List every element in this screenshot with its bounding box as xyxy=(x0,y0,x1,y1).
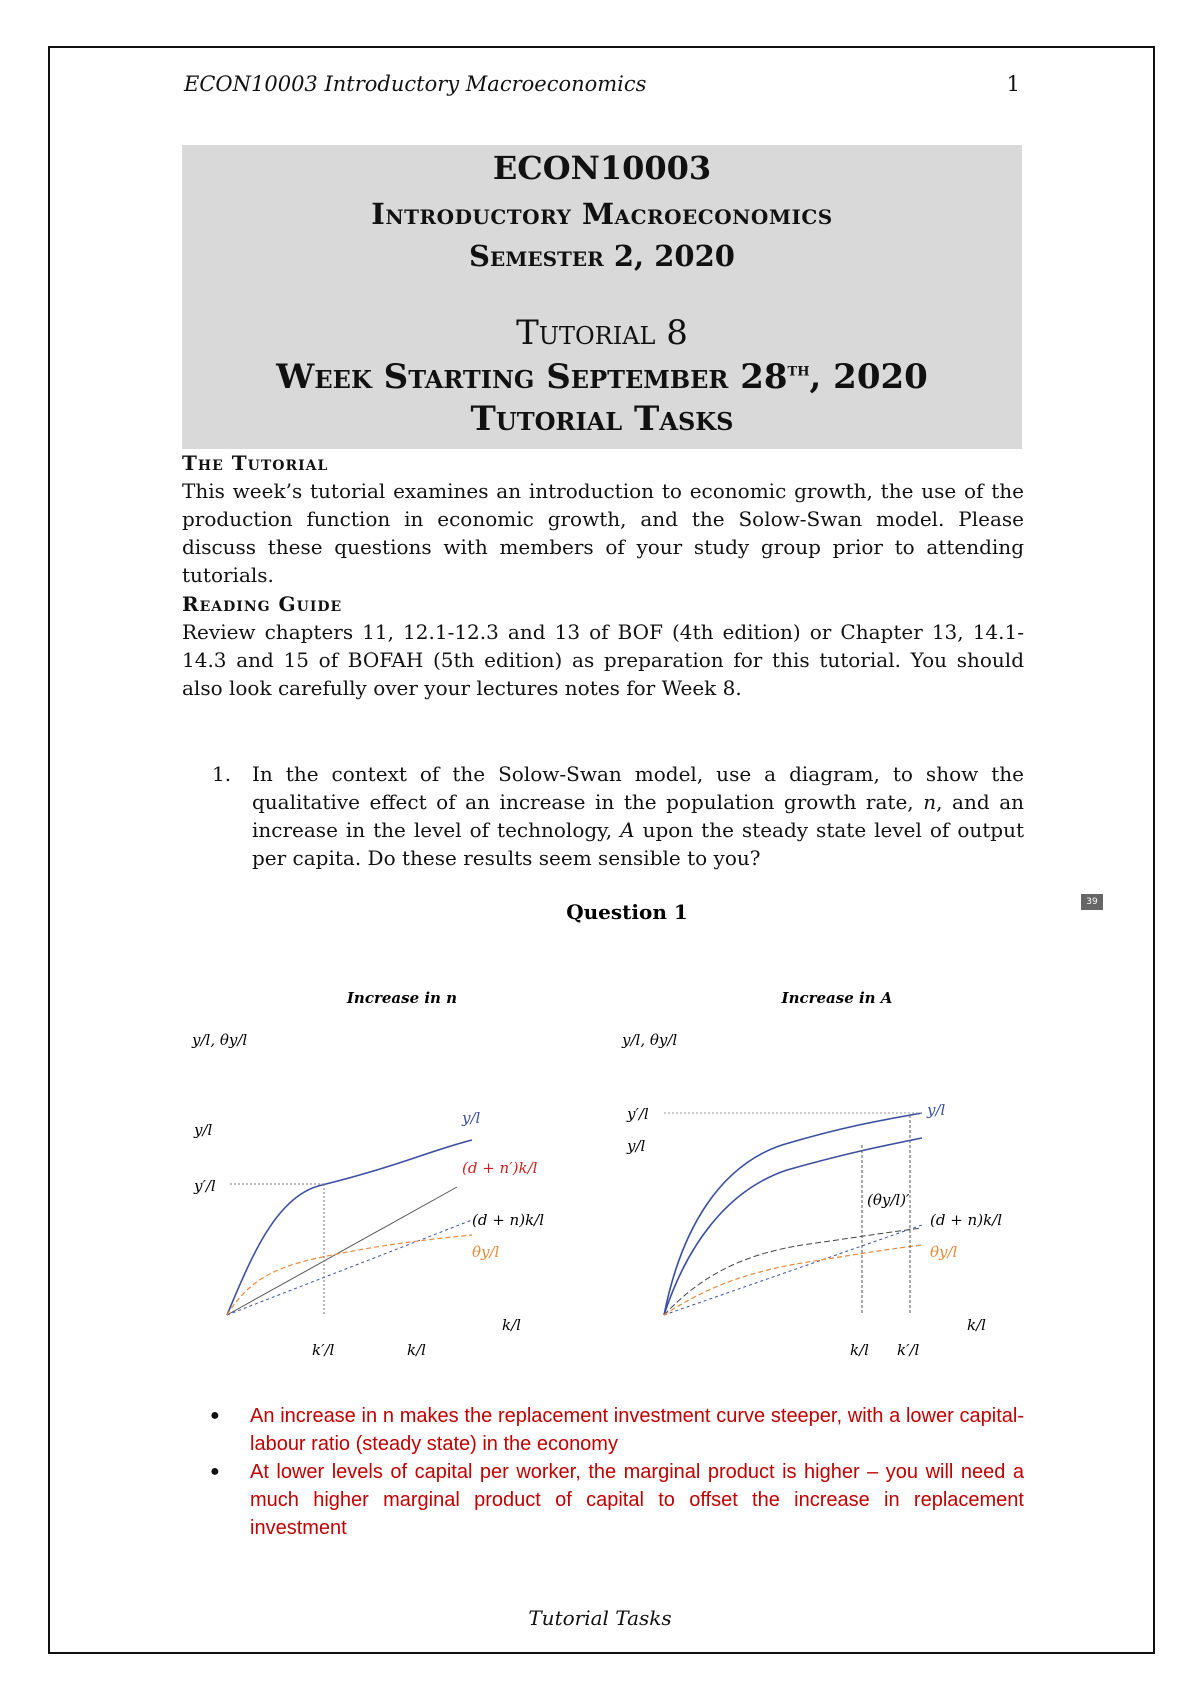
header-course: ECON10003 Introductory Macroeconomics xyxy=(184,72,647,96)
right-label-y: y/l xyxy=(627,1137,646,1155)
tutorial-tasks-title: Tutorial Tasks xyxy=(470,399,734,439)
panel-right-title: Increase in A xyxy=(781,989,893,1007)
left-label-yprime: y′/l xyxy=(194,1177,216,1195)
list-item xyxy=(210,1458,1024,1542)
left-yaxis-label: y/l, θy/l xyxy=(192,1031,248,1049)
right-yaxis-label: y/l, θy/l xyxy=(622,1031,678,1049)
section-heading: Reading Guide xyxy=(182,592,343,616)
question-text: In the context of the Solow-Swan model, use a diagram, to show the qualitative effect of an increase in the population growth rate, n, and an increase in the level of technology, A upon the steady state level of output per capita. Do these results seem sensible to you? xyxy=(252,762,1025,870)
question-1 xyxy=(212,760,1024,872)
panel-left-title: Increase in n xyxy=(346,989,458,1007)
right-label-kaxis: k/l xyxy=(967,1316,986,1334)
left-label-dn: (d + n)k/l xyxy=(472,1211,545,1229)
list-item xyxy=(210,1402,1024,1458)
right-label-k: k/l xyxy=(850,1341,869,1359)
figure-title: Question 1 xyxy=(566,900,688,924)
right-replacement-line xyxy=(664,1225,922,1315)
left-label-curve: y/l xyxy=(462,1109,481,1127)
tutorial-section xyxy=(182,449,1024,589)
left-label-dnprime: (d + n′)k/l xyxy=(462,1159,538,1177)
section-heading: The Tutorial xyxy=(182,451,329,475)
right-output-new-curve xyxy=(664,1113,922,1315)
question-number: 1. xyxy=(212,762,232,786)
left-label-kprime: k′/l xyxy=(312,1341,335,1359)
tutorial-number: Tutorial 8 xyxy=(516,313,688,353)
page-badge: 39 xyxy=(1081,894,1103,910)
bullet-icon: ● xyxy=(210,1463,220,1480)
answer-list xyxy=(210,1402,1024,1542)
right-label-curve: y/l xyxy=(927,1101,946,1119)
right-output-curve xyxy=(664,1138,922,1315)
right-label-theta: θy/l xyxy=(930,1243,958,1261)
right-savings-curve xyxy=(664,1245,922,1315)
page-number: 1 xyxy=(1006,72,1020,96)
left-label-yl: y/l xyxy=(194,1121,213,1139)
right-label-dn: (d + n)k/l xyxy=(930,1211,1003,1229)
right-label-theta-new: (θy/l)′ xyxy=(867,1191,910,1209)
section-body: This week’s tutorial examines an introduction to economic growth, the use of the production function in economic growth, and the Solow-Swan model. Please discuss these questions with members of your study group prior to attending tutorials. xyxy=(182,479,1024,587)
answer-text: At lower levels of capital per worker, the marginal product is higher – you will need a much higher marginal product of capital to offset the increase in replacement investment xyxy=(250,1461,1024,1539)
course-code: ECON10003 xyxy=(492,149,712,187)
semester: Semester 2, 2020 xyxy=(469,239,735,273)
bullet-icon: ● xyxy=(210,1407,220,1424)
left-label-kaxis: k/l xyxy=(502,1316,521,1334)
running-header xyxy=(184,72,1020,96)
right-savings-new-curve xyxy=(664,1228,922,1315)
left-output-curve xyxy=(227,1140,472,1315)
solow-figure xyxy=(182,895,1102,1400)
title-block xyxy=(182,145,1022,449)
right-label-kprime: k′/l xyxy=(897,1341,920,1359)
page-footer: Tutorial Tasks xyxy=(528,1606,672,1630)
section-body: Review chapters 11, 12.1-12.3 and 13 of BOF (4th edition) or Chapter 13, 14.1-14.3 and 15 of BOFAH (5th edition) as preparation for this tutorial. You should also look carefully over your lectures notes for Week 8. xyxy=(182,620,1024,700)
left-replacement-line xyxy=(227,1220,472,1315)
reading-section xyxy=(182,590,1024,702)
course-name: Introductory Macroeconomics xyxy=(371,197,833,231)
right-label-yprime: y′/l xyxy=(627,1105,649,1123)
left-replacement-new-line xyxy=(227,1187,457,1315)
left-label-theta: θy/l xyxy=(472,1243,500,1261)
week-starting: Week Starting September 28th, 2020 xyxy=(276,357,928,397)
left-label-k: k/l xyxy=(407,1341,426,1359)
answer-text: An increase in n makes the replacement investment curve steeper, with a lower capital-labour ratio (steady state) in the economy xyxy=(250,1405,1024,1455)
